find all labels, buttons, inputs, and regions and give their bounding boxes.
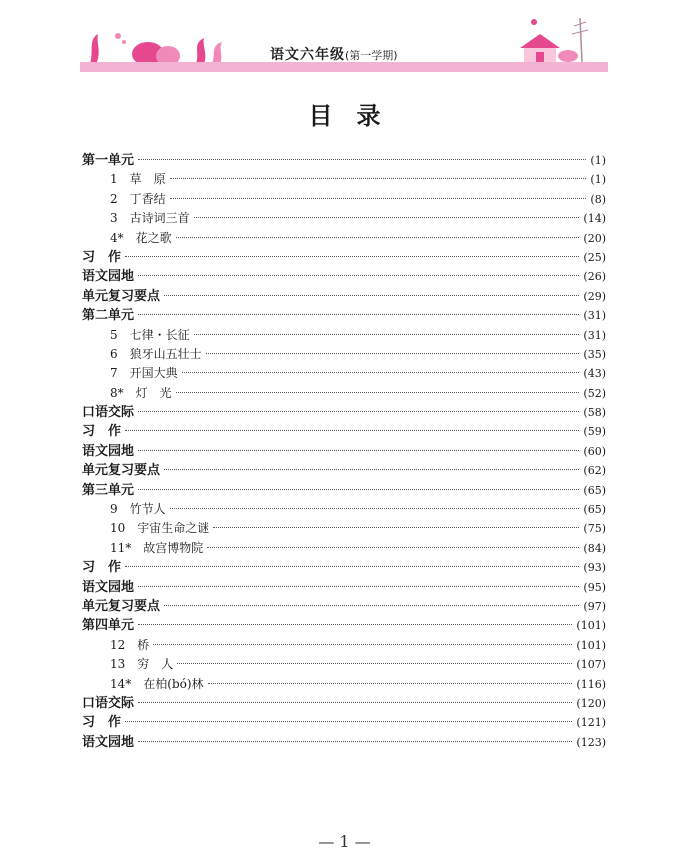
toc-entry-page: (59) [583, 425, 606, 439]
toc-dot-leader [164, 469, 579, 470]
toc-section-row[interactable] [82, 267, 606, 286]
toc-entry-page: (123) [576, 735, 606, 749]
toc-entry-page: (43) [583, 367, 606, 381]
toc-entry-label: 第四单元 [82, 618, 135, 634]
house-decoration-icon [512, 14, 594, 64]
toc-entry-page: (95) [583, 580, 606, 594]
toc-entry-page: (29) [583, 289, 606, 303]
toc-section-row[interactable] [82, 422, 606, 441]
toc-dot-leader [138, 586, 579, 587]
toc-entry-page: (93) [583, 561, 606, 575]
toc-section-row[interactable] [82, 616, 606, 635]
book-title-main: 语文六年级 [270, 47, 345, 63]
toc-entry-label: 12 桥 [110, 637, 150, 652]
toc-dot-leader [177, 663, 572, 664]
toc-dot-leader [164, 605, 579, 606]
toc-entry-page: (65) [583, 483, 606, 497]
toc-entry-page: (65) [583, 503, 606, 517]
toc-entry-page: (62) [583, 464, 606, 478]
toc-lesson-row[interactable] [82, 229, 606, 248]
toc-dot-leader [138, 411, 579, 412]
book-title-subtitle: (第一学期) [345, 49, 398, 62]
toc-entry-page: (75) [583, 522, 606, 536]
toc-dot-leader [164, 295, 579, 296]
toc-lesson-row[interactable] [82, 539, 606, 558]
toc-entry-page: (116) [576, 677, 606, 691]
toc-lesson-row[interactable] [82, 655, 606, 674]
toc-dot-leader [125, 256, 579, 257]
toc-entry-page: (84) [583, 541, 606, 555]
toc-entry-label: 14* 在柏(bó)林 [110, 676, 204, 691]
toc-lesson-row[interactable] [82, 364, 606, 383]
toc-section-row[interactable] [82, 306, 606, 325]
toc-dot-leader [194, 217, 580, 218]
toc-lesson-row[interactable] [82, 170, 606, 189]
toc-lesson-row[interactable] [82, 500, 606, 519]
toc-entry-page: (97) [583, 599, 606, 613]
toc-lesson-row[interactable] [82, 209, 606, 228]
toc-section-row[interactable] [82, 442, 606, 461]
toc-section-row[interactable] [82, 713, 606, 732]
toc-lesson-row[interactable] [82, 190, 606, 209]
toc-entry-label: 10 宇宙生命之谜 [110, 521, 210, 536]
toc-section-row[interactable] [82, 694, 606, 713]
toc-entry-page: (8) [590, 192, 606, 206]
toc-lesson-row[interactable] [82, 636, 606, 655]
toc-dot-leader [138, 489, 579, 490]
toc-entry-label: 单元复习要点 [82, 598, 161, 614]
toc-section-row[interactable] [82, 558, 606, 577]
toc-lesson-row[interactable] [82, 345, 606, 364]
toc-dot-leader [194, 334, 580, 335]
toc-dot-leader [207, 547, 579, 548]
toc-entry-page: (52) [583, 386, 606, 400]
toc-entry-page: (25) [583, 250, 606, 264]
table-of-contents [82, 151, 606, 752]
toc-section-row[interactable] [82, 578, 606, 597]
toc-entry-page: (60) [583, 444, 606, 458]
toc-entry-label: 2 丁香结 [110, 191, 166, 206]
toc-entry-page: (31) [583, 309, 606, 323]
toc-lesson-row[interactable] [82, 675, 606, 694]
page-number: — 1 — [318, 832, 371, 851]
page-header [0, 0, 689, 80]
toc-entry-page: (58) [583, 406, 606, 420]
toc-entry-label: 习 作 [82, 424, 122, 440]
toc-dot-leader [138, 624, 572, 625]
toc-entry-label: 口语交际 [82, 695, 135, 711]
toc-entry-label: 习 作 [82, 715, 122, 731]
toc-dot-leader [138, 314, 579, 315]
toc-entry-page: (107) [576, 658, 606, 672]
toc-entry-label: 4* 花之歌 [110, 230, 172, 245]
toc-entry-label: 8* 灯 光 [110, 385, 172, 400]
toc-section-row[interactable] [82, 248, 606, 267]
toc-dot-leader [170, 178, 587, 179]
toc-entry-label: 7 开国大典 [110, 366, 178, 381]
toc-dot-leader [176, 237, 580, 238]
toc-entry-page: (101) [576, 638, 606, 652]
toc-dot-leader [208, 683, 573, 684]
toc-entry-label: 第二单元 [82, 308, 135, 324]
toc-entry-page: (120) [576, 696, 606, 710]
toc-entry-label: 13 穷 人 [110, 657, 174, 672]
toc-dot-leader [138, 275, 579, 276]
toc-dot-leader [125, 566, 579, 567]
toc-entry-page: (35) [583, 347, 606, 361]
toc-entry-page: (121) [576, 716, 606, 730]
toc-entry-page: (31) [583, 328, 606, 342]
toc-dot-leader [138, 702, 572, 703]
toc-entry-label: 第三单元 [82, 482, 135, 498]
toc-section-row[interactable] [82, 481, 606, 500]
toc-entry-page: (101) [576, 619, 606, 633]
toc-entry-label: 9 竹节人 [110, 502, 166, 517]
toc-entry-label: 1 草 原 [110, 172, 166, 187]
toc-entry-page: (14) [583, 212, 606, 226]
toc-dot-leader [213, 527, 579, 528]
toc-section-row[interactable] [82, 461, 606, 480]
toc-entry-label: 3 古诗词三首 [110, 211, 190, 226]
toc-entry-page: (20) [583, 231, 606, 245]
toc-section-row[interactable] [82, 287, 606, 306]
toc-entry-page: (26) [583, 270, 606, 284]
toc-dot-leader [138, 450, 579, 451]
toc-entry-label: 第一单元 [82, 153, 135, 168]
toc-entry-label: 习 作 [82, 560, 122, 576]
toc-section-row[interactable] [82, 733, 606, 752]
toc-dot-leader [182, 372, 580, 373]
toc-entry-label: 语文园地 [82, 443, 135, 459]
toc-entry-label: 习 作 [82, 249, 122, 265]
toc-dot-leader [153, 644, 572, 645]
toc-dot-leader [125, 721, 572, 722]
toc-entry-label: 6 狼牙山五壮士 [110, 346, 202, 361]
toc-dot-leader [138, 741, 572, 742]
toc-entry-page: (1) [590, 173, 606, 187]
toc-section-row[interactable] [82, 597, 606, 616]
toc-dot-leader [170, 198, 587, 199]
toc-entry-label: 语文园地 [82, 269, 135, 285]
toc-entry-label: 语文园地 [82, 734, 135, 750]
toc-entry-label: 5 七律・长征 [110, 327, 190, 342]
toc-lesson-row[interactable] [82, 326, 606, 345]
toc-entry-label: 单元复习要点 [82, 288, 161, 304]
page-title: 目录 [308, 102, 405, 130]
toc-entry-label: 11* 故宫博物院 [110, 540, 204, 555]
book-title [270, 44, 398, 64]
toc-entry-label: 语文园地 [82, 579, 135, 595]
toc-dot-leader [125, 430, 579, 431]
toc-section-row[interactable] [82, 403, 606, 422]
toc-dot-leader [176, 392, 580, 393]
toc-dot-leader [138, 159, 586, 160]
toc-dot-leader [206, 353, 580, 354]
toc-entry-page: (1) [590, 154, 606, 167]
toc-entry-label: 单元复习要点 [82, 463, 161, 479]
toc-section-row[interactable] [82, 151, 606, 170]
toc-entry-label: 口语交际 [82, 405, 135, 421]
toc-dot-leader [170, 508, 580, 509]
toc-lesson-row[interactable] [82, 519, 606, 538]
toc-lesson-row[interactable] [82, 384, 606, 403]
